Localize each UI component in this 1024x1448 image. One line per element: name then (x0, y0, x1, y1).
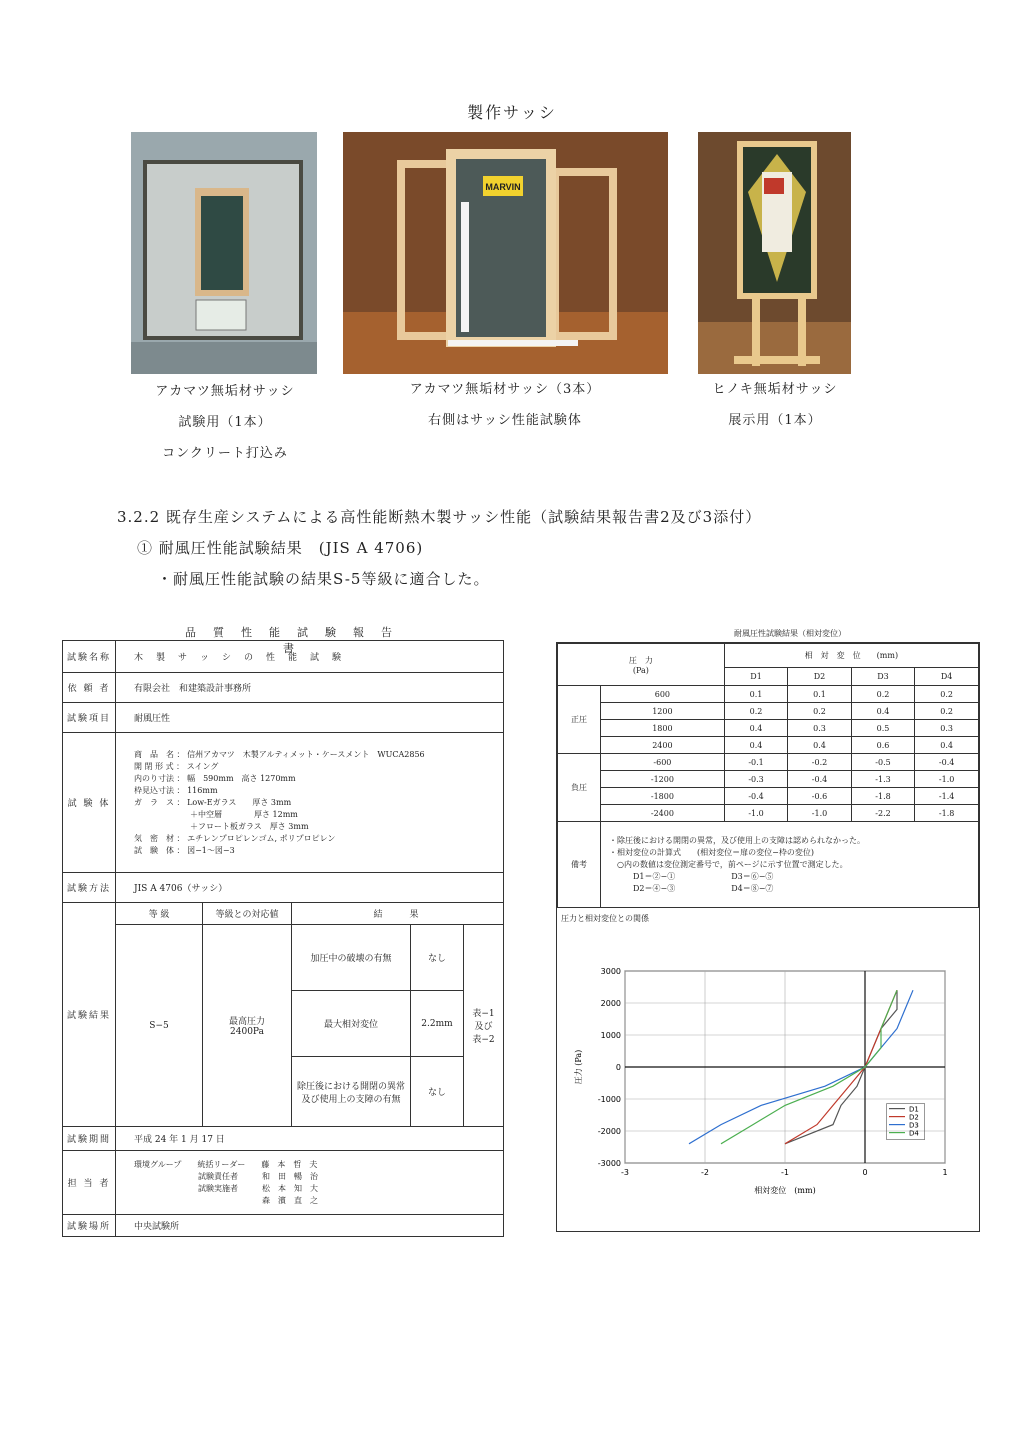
spec-line: 枠見込寸法 ： 116mm (134, 785, 218, 795)
y-tick-label: 2000 (600, 999, 621, 1008)
legend-label-d1: D1 (909, 1105, 919, 1114)
x-tick-label: -1 (781, 1168, 789, 1177)
report-label: 試験結果 (63, 903, 116, 1127)
grade-header: 等 級 (116, 903, 203, 925)
graph-title: 圧力と相対変位との関係 (561, 914, 649, 923)
specimen-details (116, 733, 504, 873)
spec-line: 試 験 体 ： 図−1〜図−3 (134, 845, 235, 855)
caption-line: アカマツ無垢材サッシ（3本） (409, 382, 601, 397)
y-tick-label: -1000 (597, 1095, 621, 1104)
remarks-label: 備考 (558, 822, 601, 908)
value-cell: -0.5 (851, 754, 914, 771)
staff-line: 試験実施者 松 本 知 大 (134, 1183, 318, 1193)
value-cell: 0.4 (788, 737, 851, 754)
photo-akamatsu-three-image (343, 132, 668, 374)
pressure-cell: -1200 (601, 771, 725, 788)
value-cell: -0.4 (788, 771, 851, 788)
ref-line: 表−1 (472, 1009, 495, 1019)
report-table (62, 640, 504, 1237)
value-cell: 0.2 (724, 703, 787, 720)
x-tick-label: -3 (621, 1168, 629, 1177)
results-panel (556, 642, 980, 1232)
value-cell: 0.5 (851, 720, 914, 737)
photo-hinoki-display-image (698, 132, 851, 374)
grade-value: S−5 (116, 925, 203, 1127)
result-label (292, 1057, 411, 1127)
bullet-1: ・耐風圧性能試験の結果S-5等級に適合した。 (157, 570, 490, 588)
result-value: なし (411, 1057, 464, 1127)
y-tick-label: -3000 (597, 1159, 621, 1168)
report-value: 耐風圧性 (116, 703, 504, 733)
pos-label: 正圧 (558, 686, 601, 754)
value-cell: -1.8 (915, 805, 979, 822)
x-axis-label: 相対変位 (mm) (754, 1186, 816, 1195)
photo-akamatsu-test-image (131, 132, 317, 374)
col-header: D3 (851, 668, 914, 686)
report-label: 試験期間 (63, 1127, 116, 1151)
caption-photo-1 (120, 376, 330, 469)
x-tick-label: 1 (942, 1168, 948, 1177)
x-tick-label: -2 (701, 1168, 709, 1177)
spec-line: 気 密 材 ： エチレンプロピレンゴム, ポリプロピレン (134, 833, 336, 843)
value-cell: 0.2 (915, 686, 979, 703)
caption-photo-3 (680, 374, 870, 436)
neg-label: 負圧 (558, 754, 601, 822)
value-cell: -1.8 (851, 788, 914, 805)
spec-line: ガ ラ ス ： Low-Eガラス 厚さ 3mm (134, 797, 292, 807)
caption-photo-2 (375, 374, 635, 436)
pressure-header: 圧 力 (628, 655, 653, 665)
report-table-wrap (62, 640, 504, 1237)
value-cell: -0.3 (724, 771, 787, 788)
value-cell: 0.3 (915, 720, 979, 737)
value-cell: 0.2 (788, 703, 851, 720)
value-cell: -0.4 (724, 788, 787, 805)
value-cell: -1.3 (851, 771, 914, 788)
col-header: D1 (724, 668, 787, 686)
report-label: 試 験 体 (63, 733, 116, 873)
photo-akamatsu-three (343, 132, 668, 374)
caption-line: 右側はサッシ性能試験体 (428, 413, 582, 428)
pressure-displacement-chart (557, 937, 977, 1227)
value-cell: 0.1 (788, 686, 851, 703)
subheading-1: ① 耐風圧性能試験結果 (JIS A 4706) (137, 539, 424, 557)
pressure-cell: 600 (601, 686, 725, 703)
value-cell: -2.2 (851, 805, 914, 822)
caption-line: アカマツ無垢材サッシ (155, 384, 295, 399)
y-axis-label: 圧力 (Pa) (574, 1049, 583, 1085)
remark-line: ・相対変位の計算式 (相対変位＝扉の変位−枠の変位) (609, 847, 814, 857)
pressure-unit: (Pa) (632, 665, 649, 675)
pressure-line: 2400Pa (230, 1027, 264, 1037)
legend-label-d4: D4 (909, 1129, 919, 1138)
caption-line: 試験用（1本） (178, 415, 272, 430)
value-cell: 0.2 (915, 703, 979, 720)
report-label: 試験場所 (63, 1215, 116, 1237)
staff-line: 森 濱 直 之 (134, 1195, 318, 1205)
y-tick-label: 0 (615, 1063, 621, 1072)
value-cell: -0.6 (788, 788, 851, 805)
pressure-header: 等級との対応値 (203, 903, 292, 925)
value-cell: -0.4 (915, 754, 979, 771)
ref-line: 表−2 (472, 1035, 495, 1045)
marvin-sign: MARVIN (485, 182, 521, 192)
report-title: 品 質 性 能 試 験 報 告 書 (185, 626, 409, 655)
value-cell: -1.0 (915, 771, 979, 788)
result-value: 2.2mm (411, 991, 464, 1057)
ref-line: 及び (474, 1022, 493, 1032)
pressure-header-cell (558, 644, 725, 686)
caption-line: ヒノキ無垢材サッシ (712, 382, 838, 397)
staff-line: 環境グループ 統括リーダー 藤 本 哲 夫 (134, 1159, 318, 1169)
report-label: 担 当 者 (63, 1151, 116, 1215)
result-label-line: 除圧後における開閉の異常 (296, 1081, 405, 1092)
legend-label-d3: D3 (909, 1121, 919, 1130)
pressure-value (203, 925, 292, 1127)
value-cell: -1.0 (724, 805, 787, 822)
x-tick-label: 0 (862, 1168, 868, 1177)
report-value: 木 製 サ ッ シ の 性 能 試 験 (116, 641, 504, 673)
value-cell: -1.0 (788, 805, 851, 822)
value-cell: -0.1 (724, 754, 787, 771)
staff-line: 試験責任者 和 田 暢 治 (134, 1171, 318, 1181)
report-label: 試験名称 (63, 641, 116, 673)
remark-line: D1＝②−① D3＝⑥−⑤ (609, 871, 774, 881)
result-value: なし (411, 925, 464, 991)
spec-line: ＋フロート板ガラス 厚さ 3mm (134, 821, 309, 831)
y-tick-label: -2000 (597, 1127, 621, 1136)
y-tick-label: 1000 (600, 1031, 621, 1040)
report-label: 試験項目 (63, 703, 116, 733)
value-cell: 0.4 (851, 703, 914, 720)
report-value: 有限会社 和建築設計事務所 (116, 673, 504, 703)
value-cell: 0.6 (851, 737, 914, 754)
remark-line: ・除圧後における開閉の異常，及び使用上の支障は認められなかった。 (609, 835, 865, 845)
result-header: 結 果 (292, 903, 504, 925)
section-title: 製作サッシ (467, 103, 557, 122)
col-header: D4 (915, 668, 979, 686)
spec-line: 内のり寸法 ： 幅 590mm 高さ 1270mm (134, 773, 296, 783)
value-cell: 0.2 (851, 686, 914, 703)
value-cell: 0.4 (724, 737, 787, 754)
pressure-cell: 2400 (601, 737, 725, 754)
value-cell: 0.4 (724, 720, 787, 737)
pressure-cell: -1800 (601, 788, 725, 805)
legend-label-d2: D2 (909, 1113, 919, 1122)
spec-line: 商 品 名 ： 信州アカマツ 木製アルティメット・ケースメント WUCA2856 (134, 749, 425, 759)
result-label: 加圧中の破壊の有無 (292, 925, 411, 991)
result-ref (464, 925, 504, 1127)
value-cell: -1.4 (915, 788, 979, 805)
y-tick-label: 3000 (600, 967, 621, 976)
results-title: 耐風圧性試験結果（相対変位） (734, 629, 846, 638)
spec-line: ＋中空層 厚さ 12mm (134, 809, 298, 819)
pressure-line: 最高圧力 (228, 1017, 265, 1027)
staff-list (116, 1151, 504, 1215)
disp-header: 相 対 変 位 (mm) (724, 644, 978, 668)
remarks (601, 822, 979, 908)
caption-line: コンクリート打込み (162, 446, 288, 461)
caption-line: 展示用（1本） (728, 413, 822, 428)
results-table (557, 643, 979, 908)
report-value: 平成 24 年 1 月 17 日 (116, 1127, 504, 1151)
value-cell: 0.1 (724, 686, 787, 703)
value-cell: -0.2 (788, 754, 851, 771)
pressure-cell: 1800 (601, 720, 725, 737)
col-header: D2 (788, 668, 851, 686)
photo-akamatsu-test (131, 132, 317, 374)
pressure-cell: 1200 (601, 703, 725, 720)
pressure-cell: -600 (601, 754, 725, 771)
report-label: 試験方法 (63, 873, 116, 903)
value-cell: 0.3 (788, 720, 851, 737)
spec-line: 開 閉 形 式 ： スイング (134, 761, 219, 771)
report-value: 中央試験所 (116, 1215, 504, 1237)
report-label: 依 頼 者 (63, 673, 116, 703)
value-cell: 0.4 (915, 737, 979, 754)
heading-322: 3.2.2 既存生産システムによる高性能断熱木製サッシ性能（試験結果報告書2及び3添付） (117, 508, 762, 526)
result-label: 最大相対変位 (292, 991, 411, 1057)
remark-line: D2＝④−③ D4＝⑧−⑦ (609, 883, 774, 893)
photo-hinoki-display (698, 132, 851, 374)
report-value: JIS A 4706（サッシ） (116, 873, 504, 903)
pressure-cell: -2400 (601, 805, 725, 822)
result-label-line: 及び使用上の支障の有無 (301, 1094, 401, 1105)
remark-line: ○内の数値は変位測定番号で，前ページに示す位置で測定した。 (609, 859, 848, 869)
